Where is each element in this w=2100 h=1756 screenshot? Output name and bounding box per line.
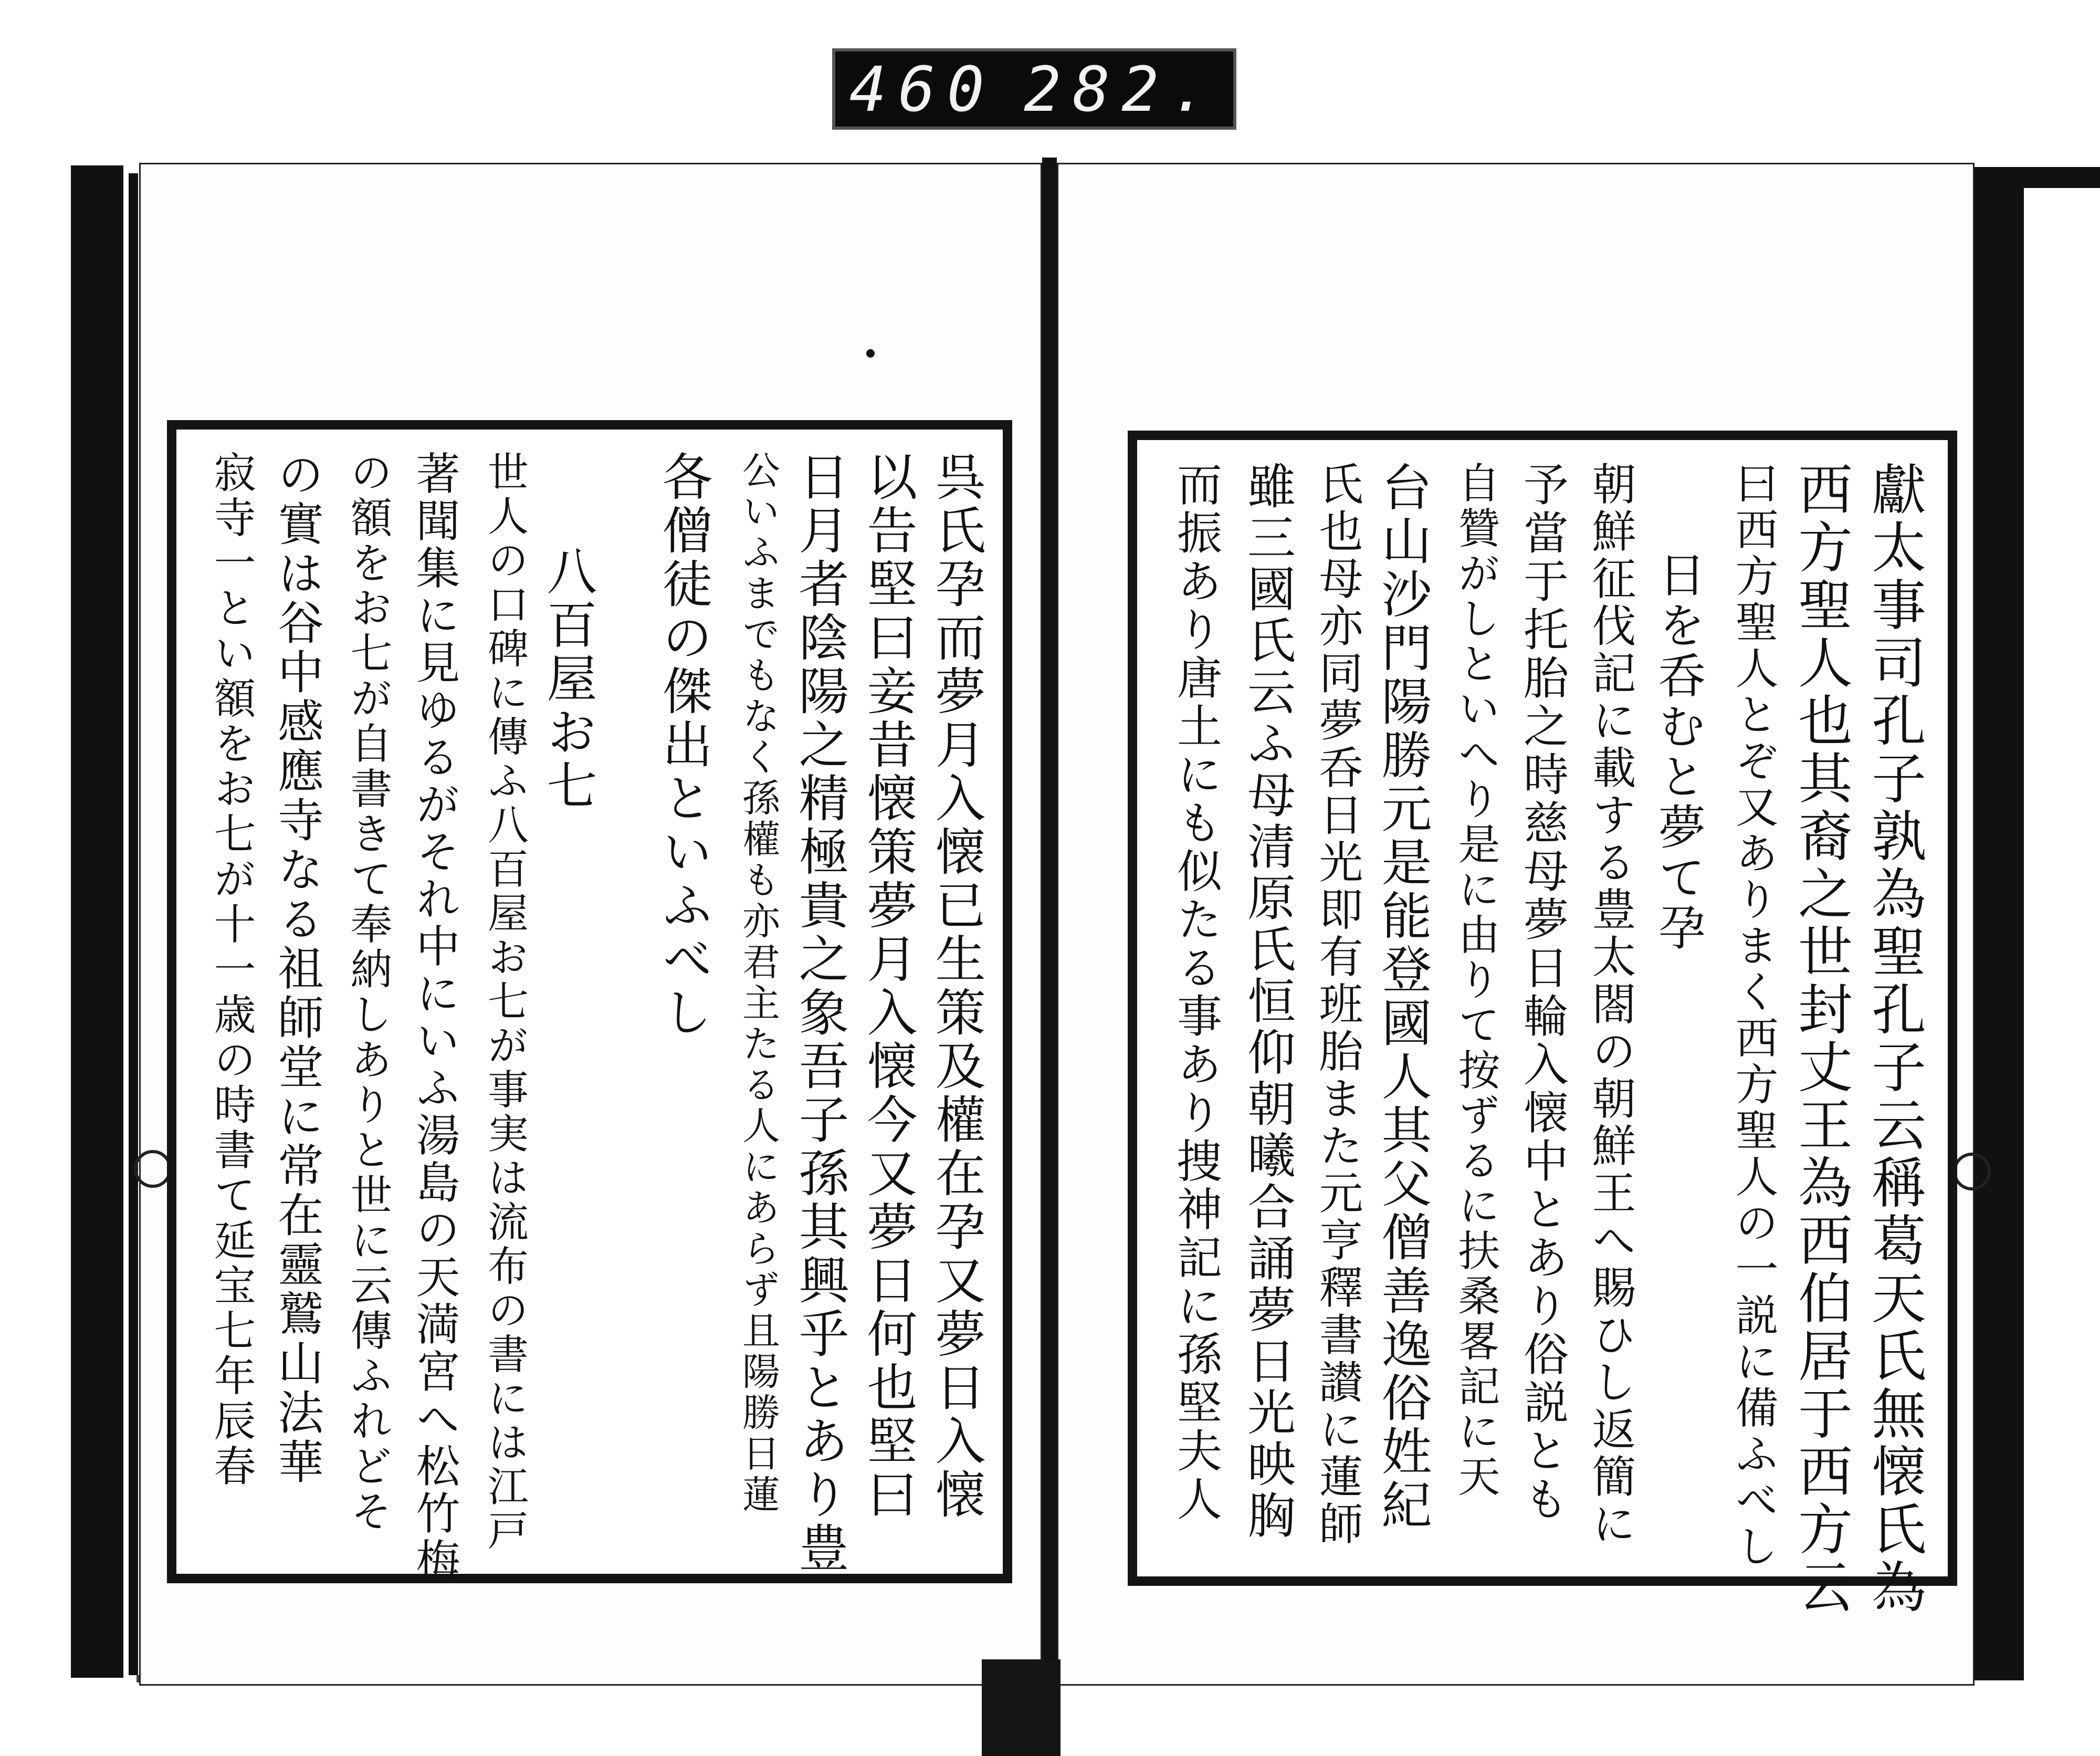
left-col-12: 寂寺一とい額をお七が十一歳の時書て延宝七年辰春 xyxy=(207,451,256,1489)
accession-number-right: 282. xyxy=(1024,53,1220,126)
left-col-3: 日月者陰陽之精極貴之象吾子孫其興乎とあり豊 xyxy=(791,451,849,1575)
right-col-11: 而振あり唐土にも似たる事あり捜神記に孫堅夫人 xyxy=(1169,461,1222,1524)
right-col-7: 自贊がしといへり是に由りて按ずるに扶桑畧記に天 xyxy=(1451,461,1500,1500)
right-col-1: 獻太事司孔子孰為聖孔子云稱葛天氏無懐氏為 xyxy=(1862,461,1926,1616)
right-col-2: 西方聖人也其裔之世封丈王為西伯居于西方云 xyxy=(1789,461,1853,1616)
right-col-3: 曰西方聖人とぞ又ありまく西方聖人の一説に備ふべし xyxy=(1728,461,1778,1570)
right-col-4: 日を呑むと夢て孕 xyxy=(1650,550,1705,954)
left-binding-edge-inner xyxy=(129,173,138,1675)
right-col-6: 予當于托胎之時慈母夢日輪入懐中とあり俗説とも xyxy=(1516,461,1568,1524)
right-col-9: 氏也母亦同夢呑日光即有班胎また元亨釋書讃に蓮師 xyxy=(1312,461,1363,1548)
accession-label xyxy=(832,48,1236,130)
right-binding-edge xyxy=(1974,168,2024,1680)
left-col-1: 呉氏孕而夢月入懐已生策及權在孕又夢日入懐 xyxy=(927,451,986,1522)
left-col-2: 以告堅曰妾昔懐策夢月入懐今又夢日何也堅曰 xyxy=(859,451,918,1522)
left-binding-edge xyxy=(71,165,123,1678)
left-col-11: の實は谷中感應寺なる祖師堂に常在靈鷲山法華 xyxy=(270,451,324,1487)
ink-speck xyxy=(866,349,875,358)
left-col-9: 著聞集に見ゆるがそれ中にいふ湯島の天満宮へ松竹梅 xyxy=(409,451,460,1585)
right-col-10: 雖三國氏云ふ母清原氏恒仰朝曦合誦夢日光映胸 xyxy=(1240,461,1296,1542)
center-gutter xyxy=(1042,158,1057,1691)
right-col-5: 朝鮮征伐記に載する豊太閤の朝鮮王へ賜ひし返簡に xyxy=(1585,461,1636,1548)
accession-number-left: 460 xyxy=(849,53,996,126)
margin-circle-mark-left xyxy=(134,1150,172,1188)
left-col-10: の額をお七が自書きて奉納しありと世に云傳ふれどそ xyxy=(343,451,392,1534)
gutter-shadow xyxy=(982,1659,1060,1756)
right-binding-top-bar xyxy=(1974,167,2100,188)
section-heading-yaoya-oshichi: 八百屋お七 xyxy=(539,545,597,813)
left-col-5: 各僧徒の傑出といふべし xyxy=(654,451,713,1040)
margin-circle-mark-right xyxy=(1953,1153,1991,1190)
right-text-frame xyxy=(1128,431,1957,1616)
left-col-4: 公いふまでもなく孫權も亦君主たる人にあらず且陽勝日蓮 xyxy=(736,451,780,1515)
left-col-8: 世人の口碑に傳ふ八百屋お七が事実は流布の書には江戸 xyxy=(481,451,528,1553)
left-text-frame xyxy=(167,420,1012,1583)
right-col-8: 台山沙門陽勝元是能登國人其父僧善逸俗姓紀 xyxy=(1373,461,1432,1532)
